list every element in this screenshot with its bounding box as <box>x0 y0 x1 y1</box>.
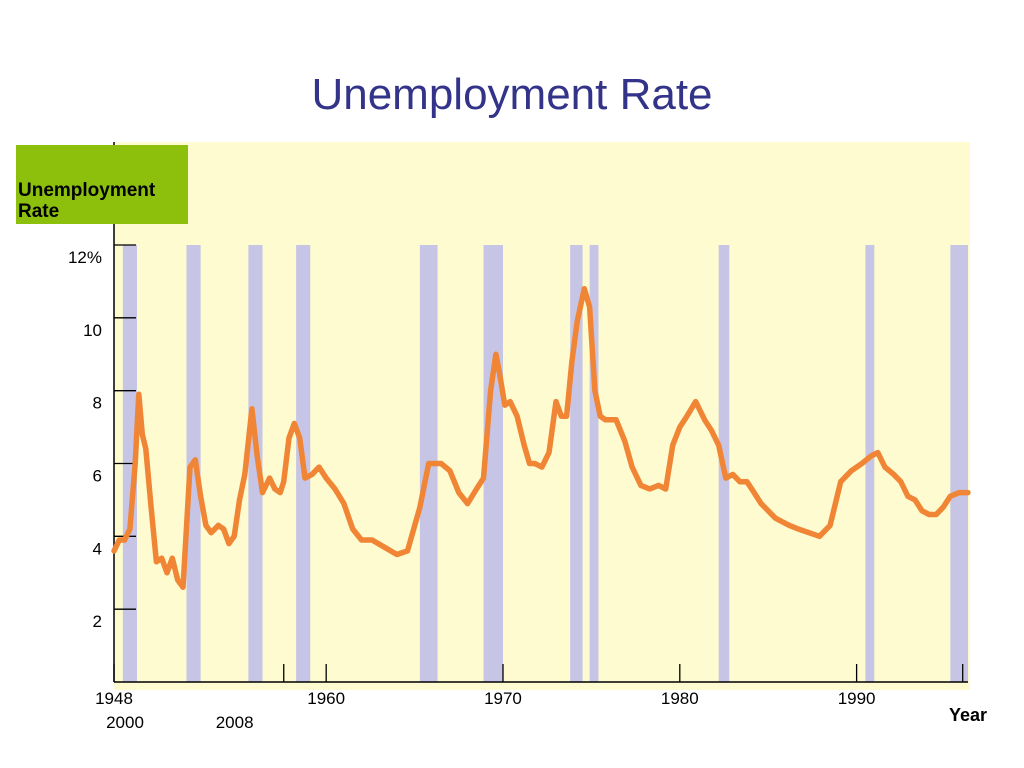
y-axis-label-line-2: Rate <box>18 201 60 222</box>
y-tick-label: 2 <box>92 612 102 632</box>
x-tick-label: 1970 <box>484 689 522 708</box>
x-extra-label: 2008 <box>215 713 254 732</box>
recession-band <box>865 245 874 682</box>
plot-background <box>114 142 970 690</box>
chart-title: Unemployment Rate <box>311 70 713 119</box>
y-tick-label: 6 <box>92 466 102 486</box>
y-axis-label-line-1: Unemployment <box>18 180 156 201</box>
x-tick-label: 1980 <box>660 689 699 708</box>
x-tick-label: 1960 <box>307 689 346 708</box>
y-tick-label: 4 <box>92 539 102 559</box>
recession-band <box>950 245 968 682</box>
x-tick-label: 1948 <box>95 689 133 708</box>
y-tick-label: 8 <box>92 393 102 413</box>
x-extra-label: 2000 <box>106 713 144 732</box>
y-tick-label: 10 <box>83 320 102 340</box>
x-tick-label: 1990 <box>837 689 876 708</box>
x-axis-title: Year <box>948 705 987 725</box>
y-tick-label: 12% <box>67 248 102 267</box>
